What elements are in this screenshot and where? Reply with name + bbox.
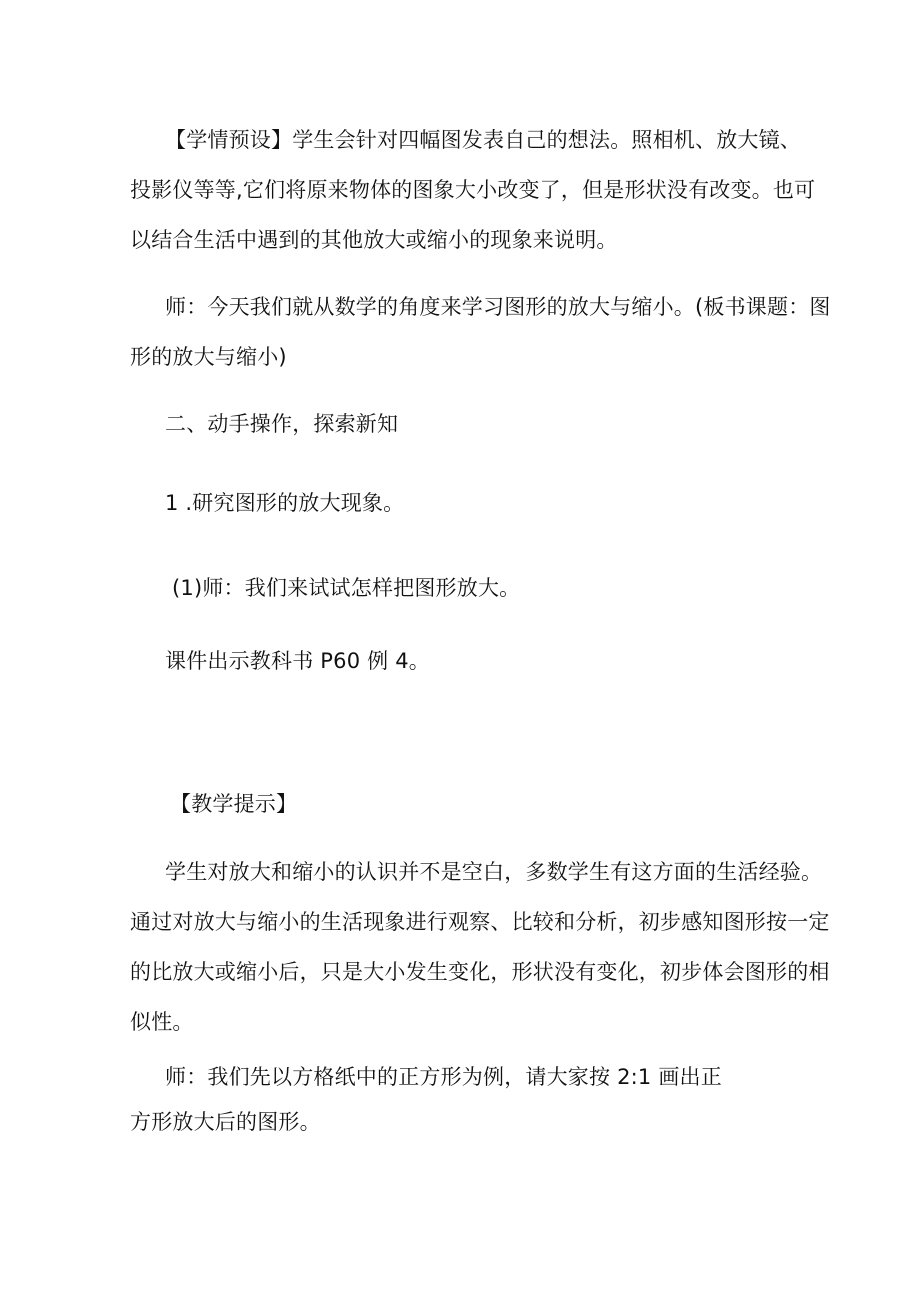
text-line: 通过对放大与缩小的生活现象进行观察、比较和分析，初步感知图形按一定 bbox=[130, 910, 830, 934]
text-line: 以结合生活中遇到的其他放大或缩小的现象来说明。 bbox=[130, 228, 618, 252]
text-line: 【教学提示】 bbox=[170, 792, 298, 816]
text-line: 似性。 bbox=[130, 1010, 194, 1034]
text-line: 学生对放大和缩小的认识并不是空白，多数学生有这方面的生活经验。 bbox=[165, 860, 823, 884]
text-line: 二、动手操作，探索新知 bbox=[165, 412, 399, 436]
text-line: 1 .研究图形的放大现象。 bbox=[165, 491, 405, 515]
text-line: 的比放大或缩小后，只是大小发生变化，形状没有变化，初步体会图形的相 bbox=[130, 960, 830, 984]
text-line: 投影仪等等,它们将原来物体的图象大小改变了，但是形状没有改变。也可 bbox=[130, 178, 816, 202]
text-line: 师：今天我们就从数学的角度来学习图形的放大与缩小。(板书课题：图 bbox=[165, 295, 831, 319]
text-line: 师：我们先以方格纸中的正方形为例，请大家按 2:1 画出正 bbox=[165, 1065, 722, 1089]
text-line: (1)师：我们来试试怎样把图形放大。 bbox=[172, 576, 521, 600]
text-line: 课件出示教科书 P60 例 4。 bbox=[165, 649, 430, 673]
text-line: 方形放大后的图形。 bbox=[130, 1110, 321, 1134]
text-line: 【学情预设】学生会针对四幅图发表自己的想法。照相机、放大镜、 bbox=[165, 128, 801, 152]
text-line: 形的放大与缩小) bbox=[130, 345, 287, 369]
